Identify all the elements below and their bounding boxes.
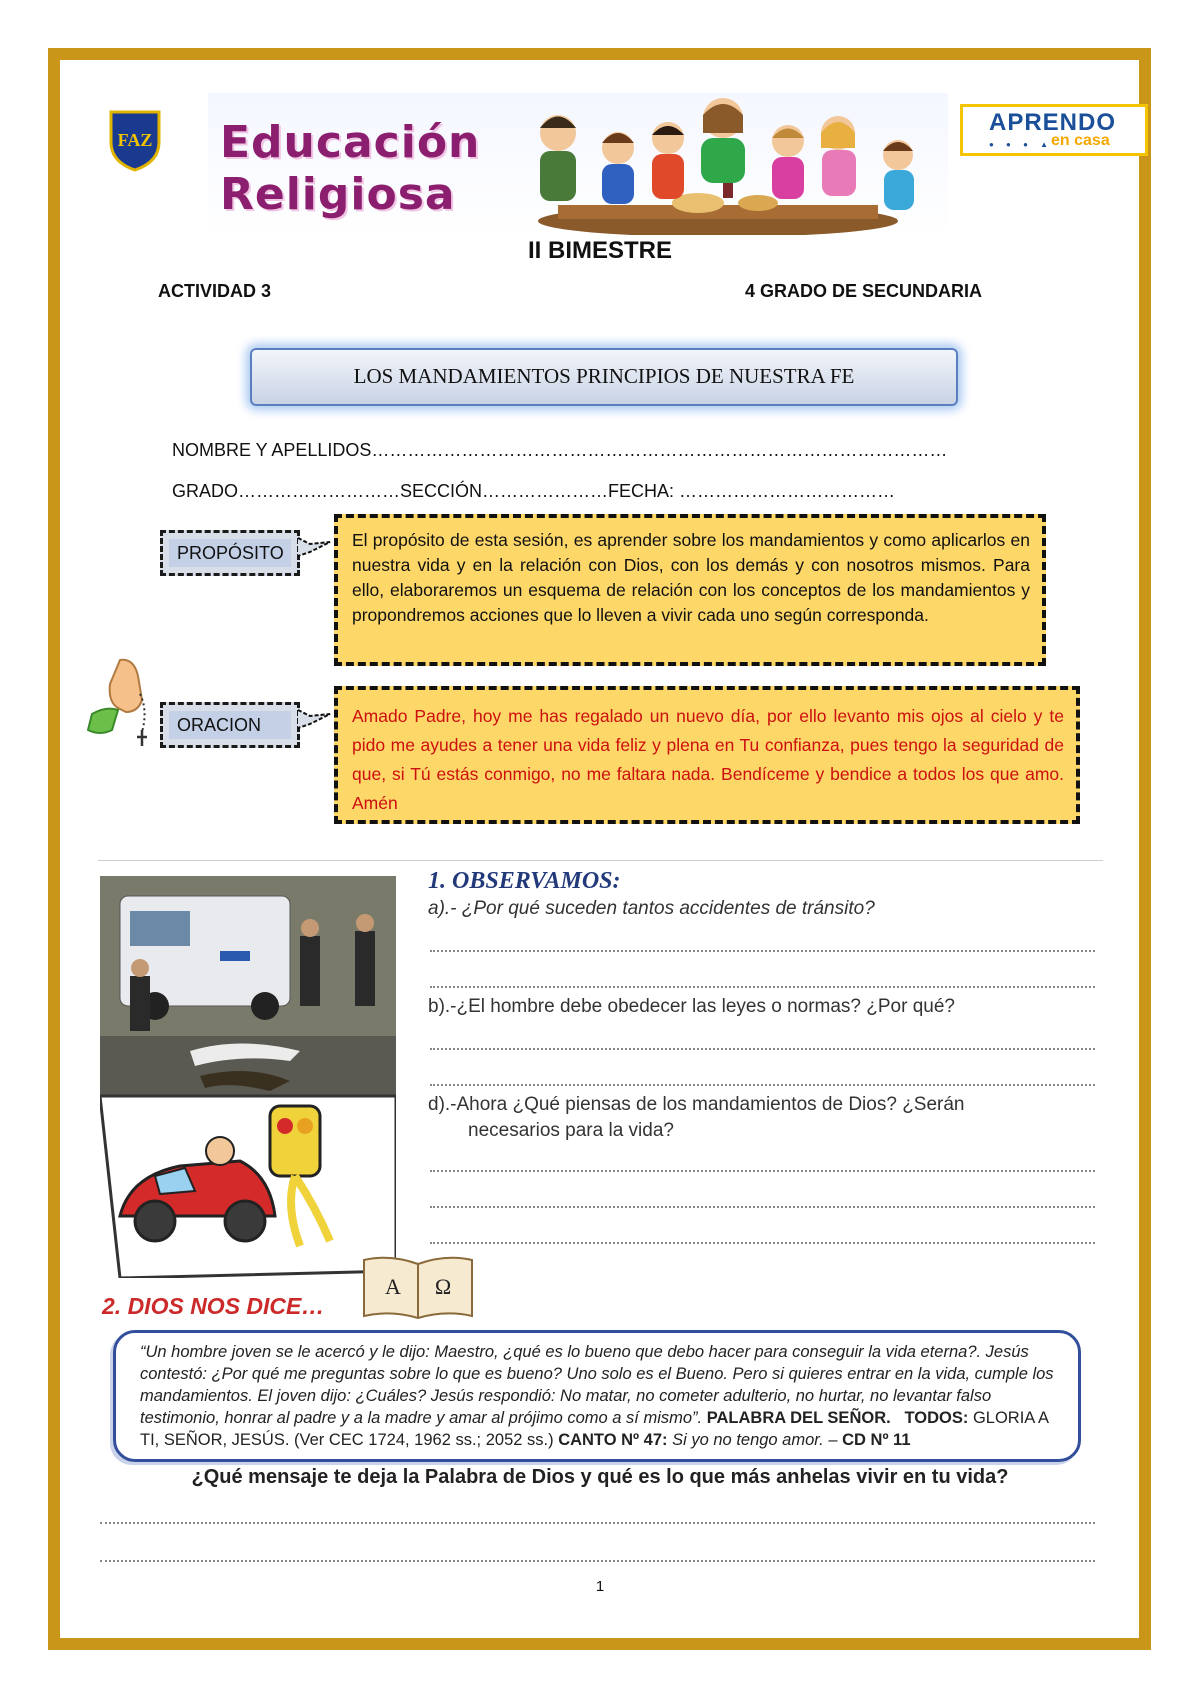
answer-line[interactable]	[430, 1170, 1095, 1172]
answer-line[interactable]	[430, 1242, 1095, 1244]
faz-shield-logo	[107, 108, 163, 172]
activity-title: LOS MANDAMIENTOS PRINCIPIOS DE NUESTRA FE	[250, 348, 958, 406]
todos-label: TODOS:	[904, 1409, 969, 1427]
pointer-arrow-icon	[296, 534, 332, 560]
aprendo-en-casa-logo	[960, 104, 1148, 156]
gospel-quote-box	[113, 1330, 1081, 1462]
cd-label: CD Nº 11	[842, 1431, 911, 1449]
bimestre-heading: II BIMESTRE	[527, 237, 672, 264]
todos-response: GLORIA A TI, SEÑOR, JESÚS. (Ver CEC 1724, 1962 ss.; 2052 ss.)	[140, 1409, 1049, 1449]
question-a: a).- ¿Por qué suceden tantos accidentes de tránsito?	[428, 898, 875, 919]
answer-line[interactable]	[430, 1206, 1095, 1208]
answer-line[interactable]	[430, 1048, 1095, 1050]
question-b: b).-¿El hombre debe obedecer las leyes o normas? ¿Por qué?	[428, 996, 955, 1017]
answer-line[interactable]	[100, 1560, 1095, 1562]
aprendo-logo-text: APRENDO	[989, 109, 1117, 136]
nombre-field[interactable]: NOMBRE Y APELLIDOS……………………………………………………………………………………	[172, 440, 948, 460]
palabra-del-senor: PALABRA DEL SEÑOR.	[706, 1409, 891, 1427]
answer-line[interactable]	[430, 1084, 1095, 1086]
observamos-heading: 1. OBSERVAMOS:	[428, 868, 621, 894]
oracion-callout	[334, 686, 1080, 824]
aprendo-decoration-icon: ● ● ● ▲	[989, 140, 1054, 149]
page-number: 1	[595, 1578, 605, 1595]
dios-nos-dice-heading: 2. DIOS NOS DICE…	[102, 1293, 325, 1319]
pointer-arrow-icon	[296, 706, 332, 732]
gospel-quote: “Un hombre joven se le acercó y le dijo: Maestro, ¿qué es lo bueno que debo hacer para conseguir la vida eterna?. Jesús contestó: ¿Por qué me preguntas sobre lo que es bueno? Uno solo es el Bueno. Pero si quieres entrar en la vida, cumple los mandamientos. El joven dijo: ¿Cuáles? Jesús respondió: No matar, no cometer adulterio, no hurtar, no levantar falso testimonio, honrar al padre y a la madre y amar al prójimo como a sí mismo”.	[140, 1343, 1054, 1427]
question-d-line2: necesarios para la vida?	[468, 1120, 674, 1141]
en-casa-logo-text: en casa	[1051, 132, 1110, 149]
reflection-question: ¿Qué mensaje te deja la Palabra de Dios y qué es lo que más anhelas vivir en tu vida?	[191, 1466, 1009, 1488]
section-divider	[98, 860, 1103, 861]
question-d-line1: d).-Ahora ¿Qué piensas de los mandamientos de Dios? ¿Serán	[428, 1094, 965, 1115]
oracion-label: ORACION	[177, 715, 262, 735]
answer-line[interactable]	[100, 1522, 1095, 1524]
praying-hands-rosary-icon	[82, 654, 162, 748]
actividad-label: ACTIVIDAD 3	[158, 281, 272, 301]
answer-line[interactable]	[430, 950, 1095, 952]
proposito-tag	[160, 530, 300, 576]
omega-letter: Ω	[434, 1274, 452, 1299]
alpha-letter: A	[385, 1274, 401, 1299]
grado-label: 4 GRADO DE SECUNDARIA	[745, 281, 983, 301]
open-bible-icon	[360, 1254, 476, 1320]
header-banner	[208, 93, 948, 235]
answer-line[interactable]	[430, 986, 1095, 988]
canto-label: CANTO Nº 47:	[558, 1431, 668, 1449]
traffic-accident-illustration	[100, 876, 396, 1278]
proposito-text: El propósito de esta sesión, es aprender sobre los mandamientos y como aplicarlos en nuestra vida y en la relación con Dios, con los demás y con nosotros mismos. Para ello, elaboraremos un esquema de relación con los conceptos de los mandamientos y propondremos acciones que lo lleven a vivir cada uno según corresponda.	[352, 530, 1030, 625]
grado-seccion-fecha-field[interactable]: GRADO………………………SECCIÓN…………………FECHA: ………………………………	[172, 481, 896, 501]
oracion-text: Amado Padre, hoy me has regalado un nuevo día, por ello levanto mis ojos al cielo y te pido me ayudes a tener una vida feliz y plena en Tu confianza, pues tengo la seguridad de que, si Tú estás conmigo, no me faltara nada. Bendíceme y bendice a todos los que amo. Amén	[352, 706, 1064, 813]
proposito-label: PROPÓSITO	[177, 543, 284, 563]
canto-text: Si yo no tengo amor. –	[672, 1431, 838, 1449]
children-table-illustration	[468, 93, 948, 235]
banner-title-line2: Religiosa	[220, 169, 456, 220]
logo-text: FAZ	[117, 130, 153, 150]
oracion-tag	[160, 702, 300, 748]
proposito-callout	[334, 514, 1046, 666]
banner-title-line1: Educación	[220, 117, 481, 168]
